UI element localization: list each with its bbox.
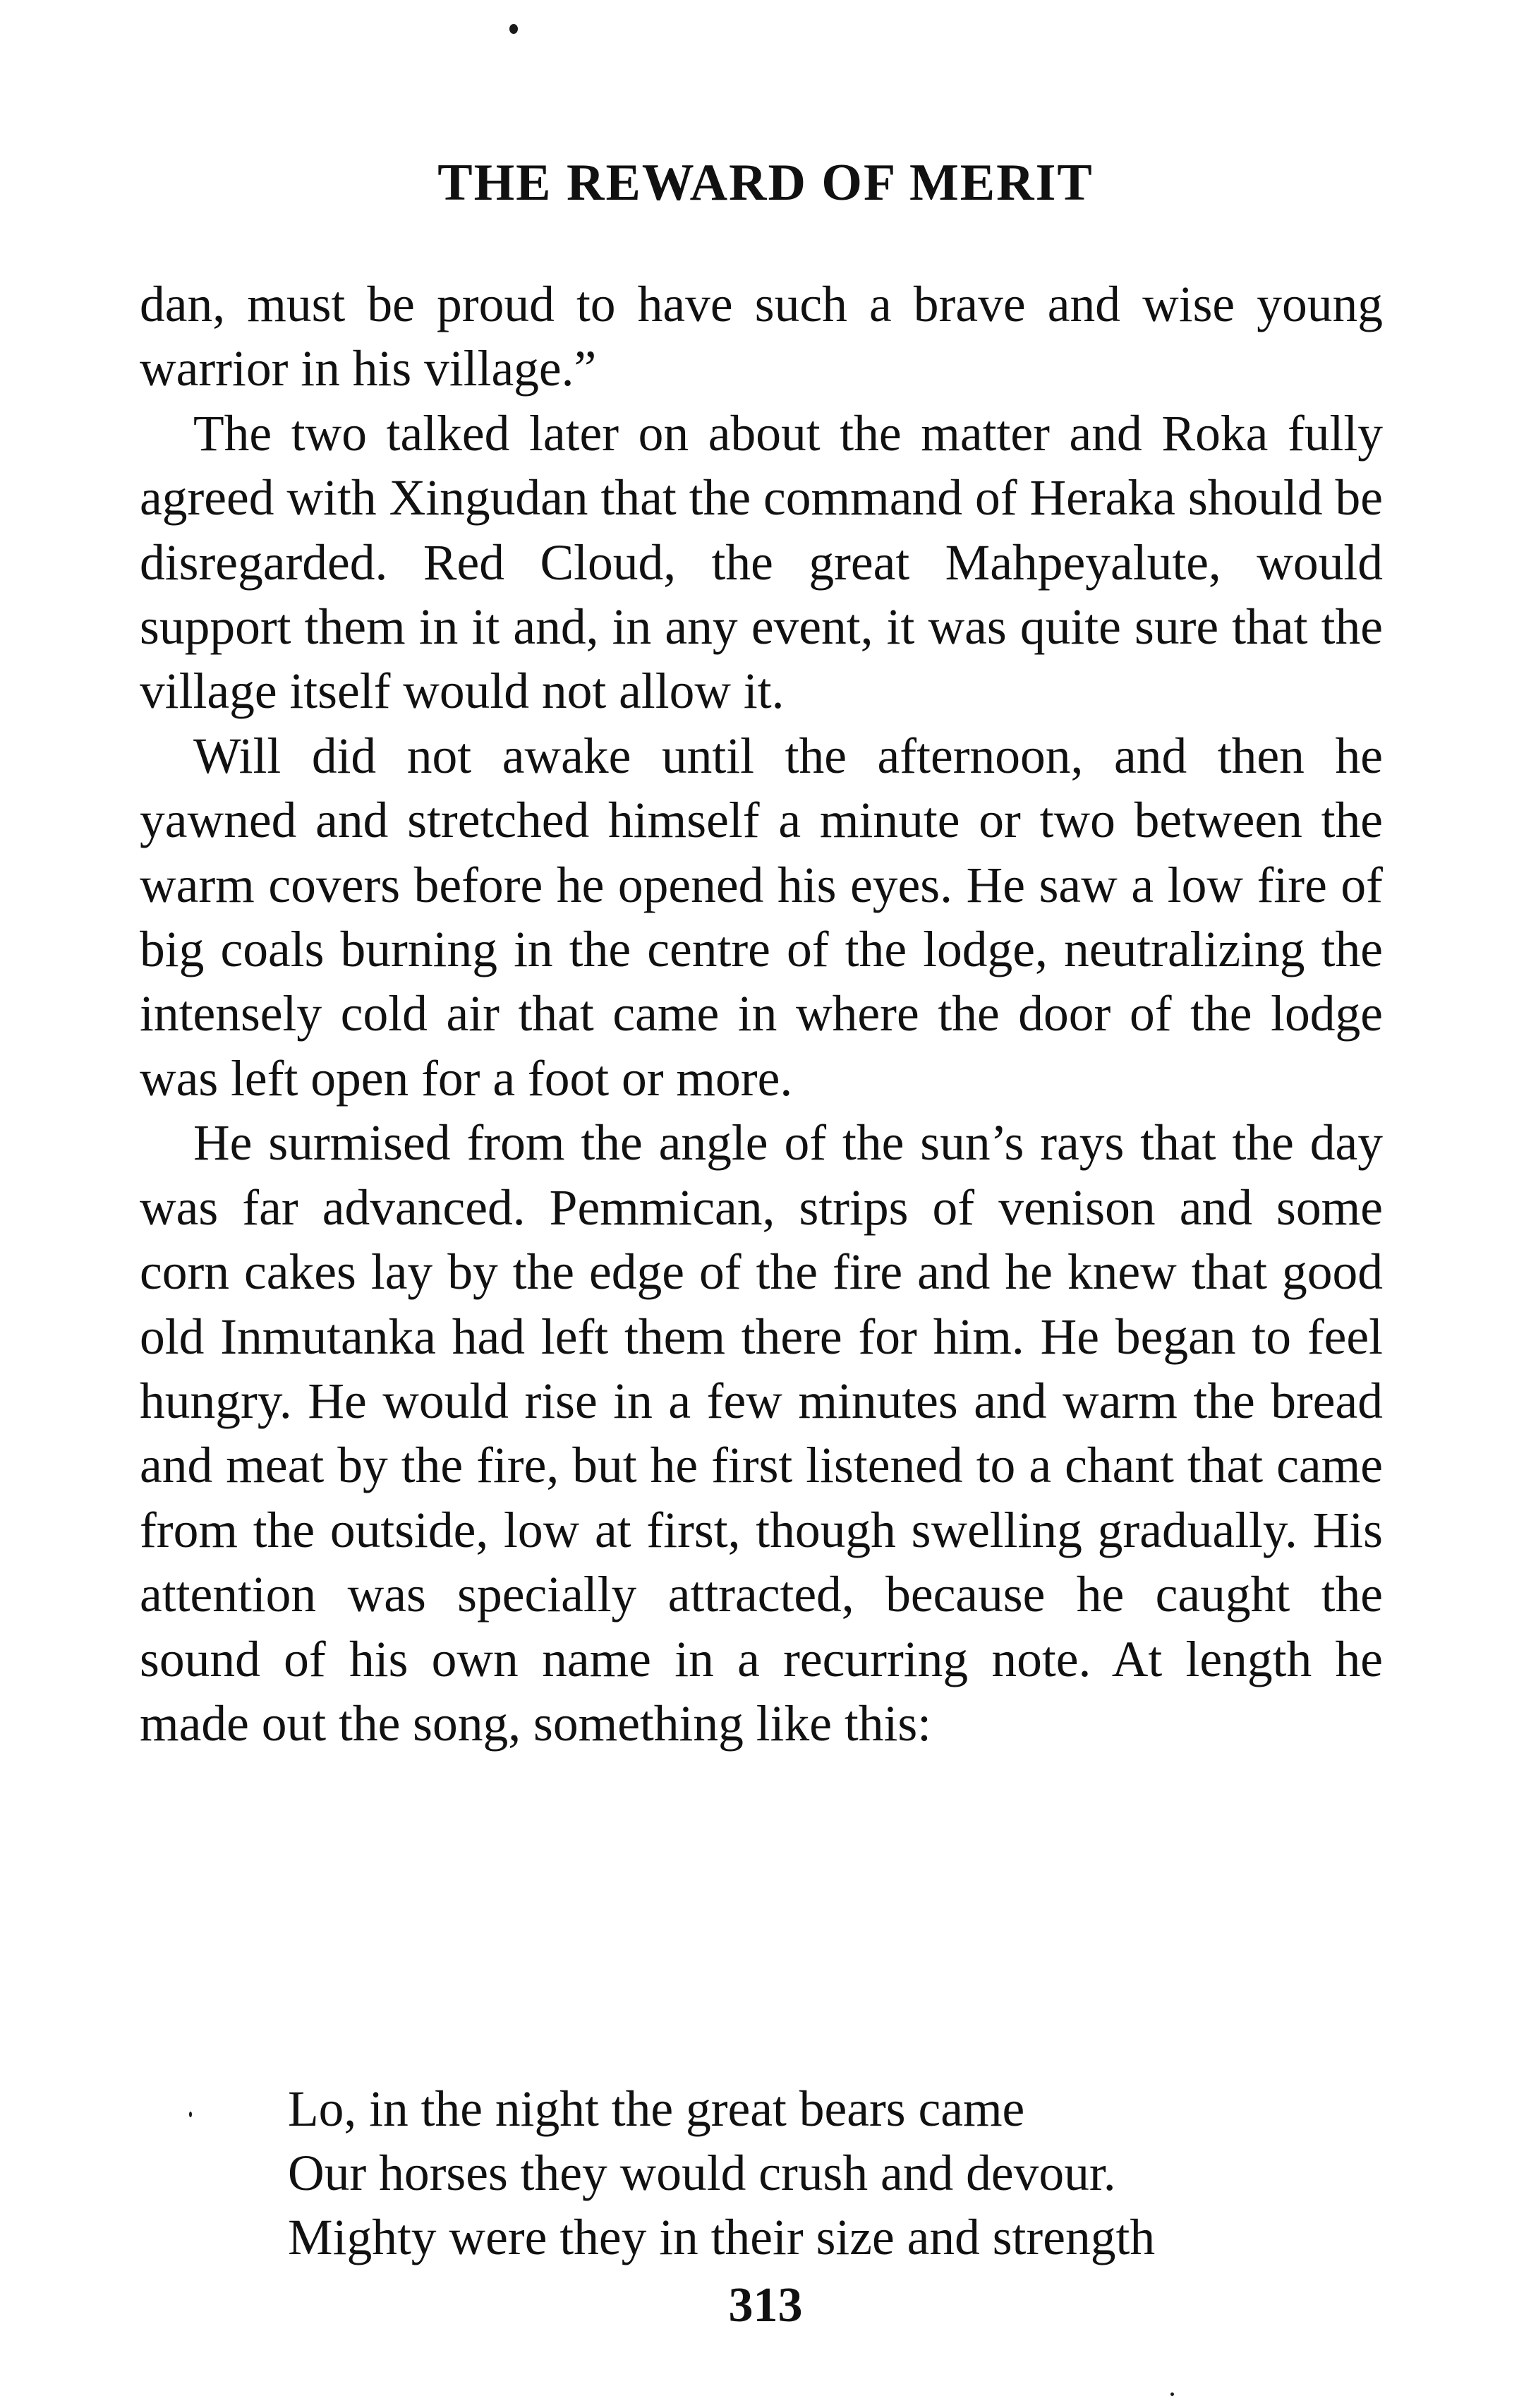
paragraph: The two talked later on about the matter and Roka fully agreed with Xingudan that the command of Heraka should be disregarded. Red Cloud, the great Mahpeyalute, would support them in it and, in any event, it was quite sure that the village itself would not allow it.: [140, 405, 1383, 720]
verse-line: Our horses they would crush and devour.: [288, 2145, 1116, 2201]
running-head: THE REWARD OF MERIT: [437, 154, 1094, 212]
ink-speck: [189, 2112, 192, 2117]
ink-speck: [1170, 2392, 1174, 2396]
ink-speck: [509, 24, 518, 34]
verse-line: Lo, in the night the great bears came: [288, 2081, 1025, 2137]
verse-line: Mighty were they in their size and strength: [288, 2210, 1156, 2265]
paragraph: He surmised from the angle of the sun’s rays that the day was far advanced. Pemmican, strips of venison and some corn cakes lay by the edge of the fire and he knew that good old Inmutanka had left them there for him. He began to feel hungry. He would rise in a few minutes and warm the bread and meat by the fire, but he first listened to a chant that came from the outside, low at first, though swelling gradually. His attention was specially attracted, because he caught the sound of his own name in a recurring note. At length he made out the song, something like this:: [140, 1115, 1383, 1752]
song-verse: [288, 2077, 1155, 2270]
paragraph: Will did not awake until the afternoon, and then he yawned and stretched himself a minute or two between the warm covers before he opened his eyes. He saw a low fire of big coals burning in the centre of the lodge, neutralizing the intensely cold air that came in where the door of the lodge was left open for a foot or more.: [140, 728, 1383, 1107]
paragraph-continued: dan, must be proud to have such a brave and wise young warrior in his village.”: [140, 277, 1383, 397]
body-text: [140, 272, 1383, 1756]
page-number: 313: [728, 2278, 803, 2332]
